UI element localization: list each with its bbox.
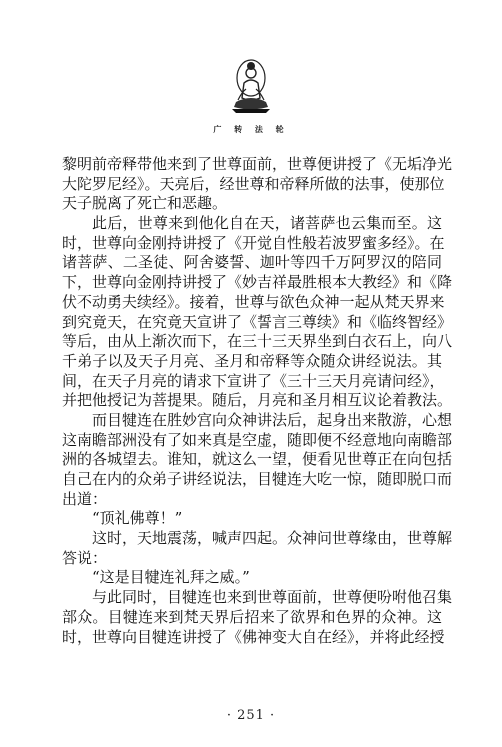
text-line: 出道：: [62, 489, 108, 508]
text-line: 与此同时，目犍连也来到世尊面前，世尊便吩咐他召集: [92, 588, 453, 607]
header-label: 广 转 法 轮: [213, 124, 289, 134]
text-line: 千弟子以及天子月亮、圣月和帝释等众随众讲经说法。其: [62, 351, 442, 370]
text-line: 此后，世尊来到他化自在天，诸菩萨也云集而至。这: [92, 214, 442, 233]
page-header: [0, 50, 502, 146]
text-line: 并把他授记为菩提果。随后，月亮和圣月相互议论着教法。: [62, 391, 453, 410]
text-line: 天子脱离了死亡和恶趣。: [62, 194, 228, 213]
text-line: 伏不动勇夫续经》。接着，世尊与欲色众神一起从梵天界来: [62, 292, 445, 311]
text-line: 部众。目犍连来到梵天界后招来了欲界和色界的众神。这: [62, 607, 442, 626]
text-line: 这时，天地震荡，喊声四起。众神问世尊缘由，世尊解: [92, 529, 453, 548]
text-line: “顶礼佛尊！”: [92, 509, 183, 528]
buddha-icon: [224, 56, 278, 116]
page-number: · 251 ·: [226, 708, 276, 723]
text-line: 时，世尊向金刚持讲授了《开觉自性般若波罗蜜多经》。在: [62, 233, 445, 252]
text-line: 到究竟天，在究竟天宣讲了《誓言三尊续》和《临终智经》: [62, 312, 453, 331]
text-line: 答说：: [62, 548, 108, 567]
text-line: 诸菩萨、二圣徒、阿舍婆誓、迦叶等四千万阿罗汉的陪同: [62, 253, 442, 272]
main-text: [62, 155, 453, 647]
text-line: 间，在天子月亮的请求下宣讲了《三十三天月亮请问经》，: [62, 371, 445, 390]
text-line: 时，世尊向目犍连讲授了《佛神变大自在经》，并将此经授: [62, 627, 445, 646]
text-line: 洲的各城望去。谁知，就这么一望，便看见世尊正在向包括: [62, 450, 453, 469]
text-line: 这南瞻部洲没有了如来真是空虚，随即便不经意地向南瞻部: [62, 430, 453, 449]
text-line: 大陀罗尼经》。天亮后，经世尊和帝释所做的法事，使那位: [62, 174, 445, 193]
text-line: “这是目犍连礼拜之威。”: [92, 568, 250, 587]
text-line: 自己在内的众弟子讲经说法，目犍连大吃一惊，随即脱口而: [62, 470, 453, 488]
text-line: 下，世尊向金刚持讲授了《妙吉祥最胜根本大教经》和《降: [62, 273, 453, 292]
text-line: 黎明前帝释带他来到了世尊面前，世尊便讲授了《无垢净光: [62, 155, 453, 173]
text-line: 而目犍连在胜妙宫向众神讲法后，起身出来散游，心想: [92, 410, 453, 429]
text-line: 等后，由从上渐次而下，在三十三天界坐到白衣石上，向八: [62, 332, 453, 351]
